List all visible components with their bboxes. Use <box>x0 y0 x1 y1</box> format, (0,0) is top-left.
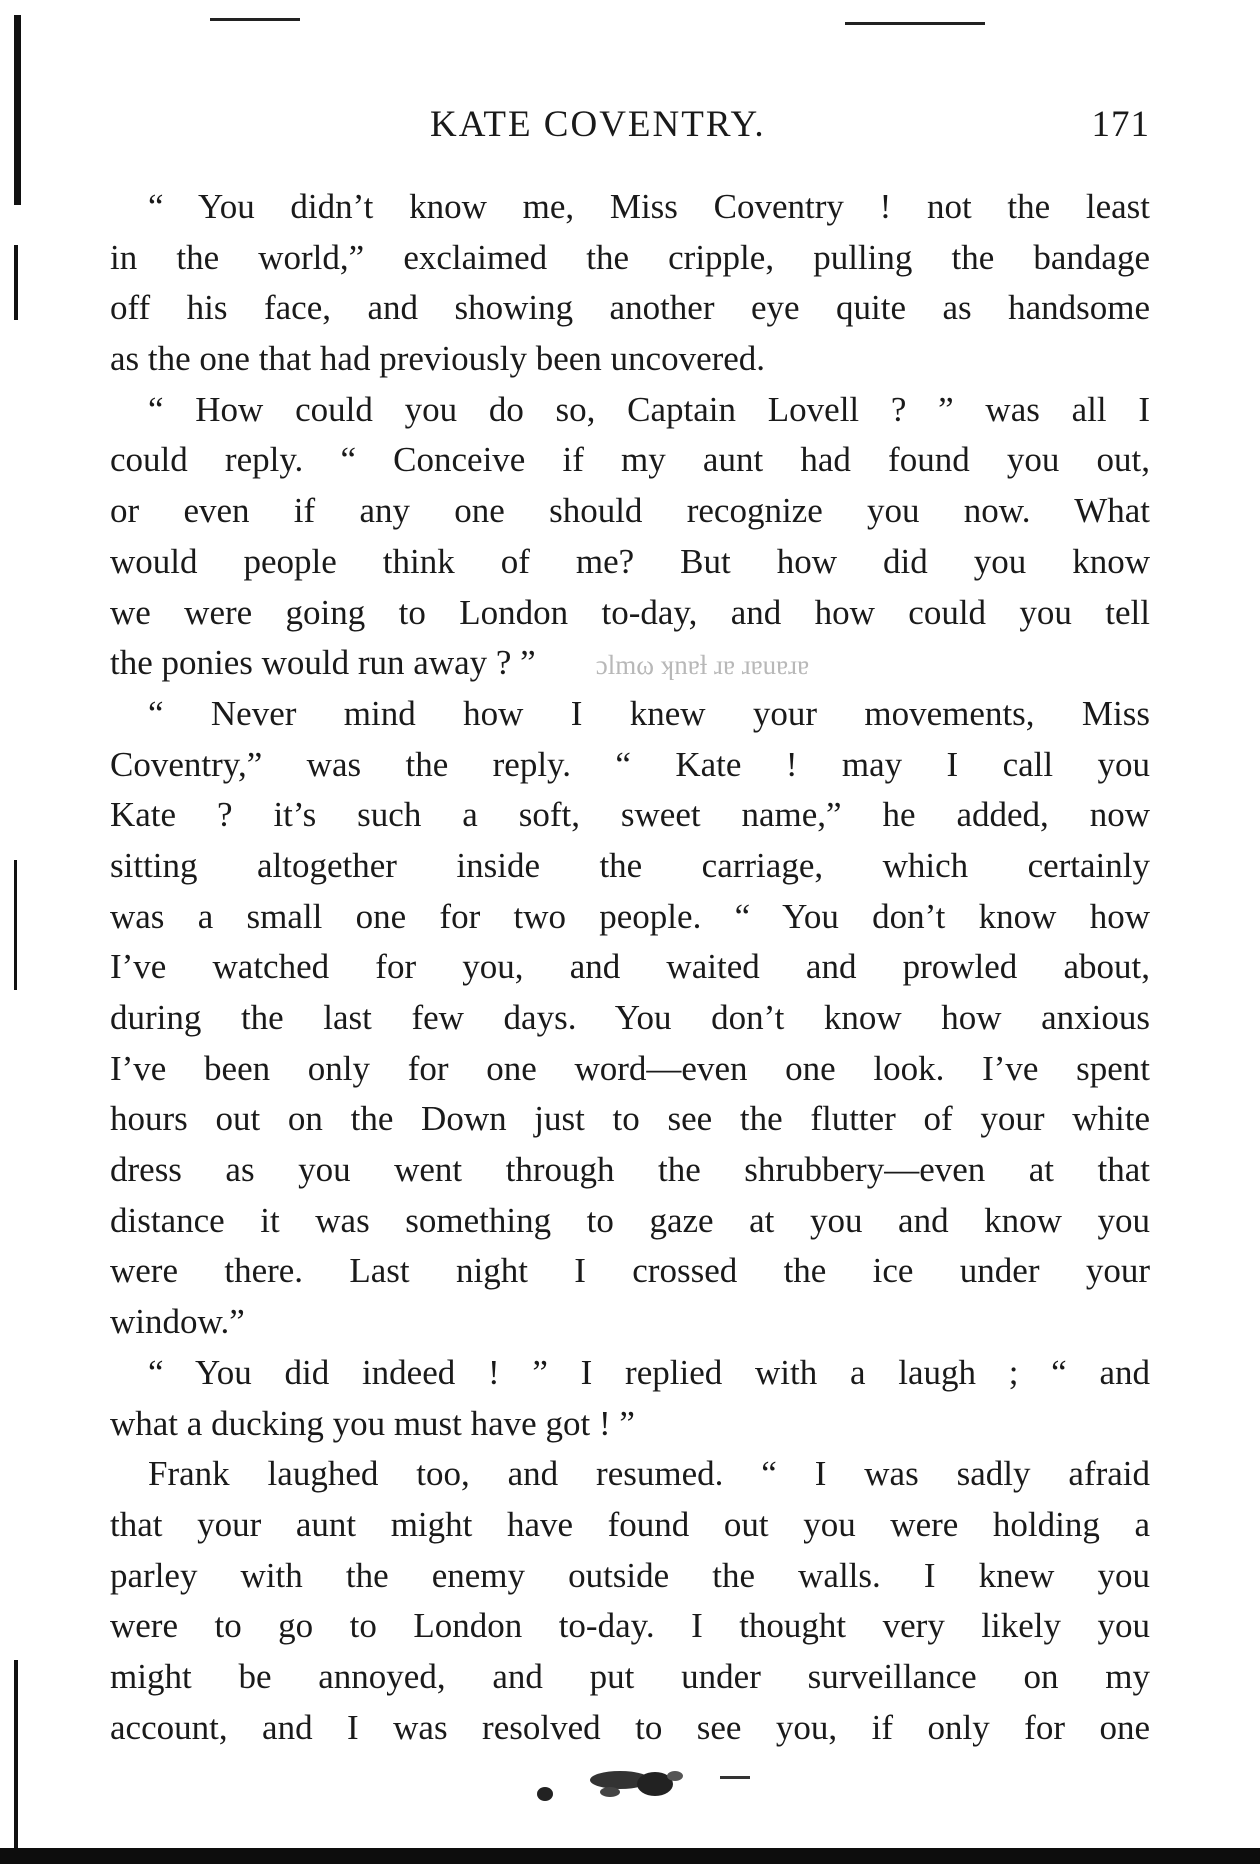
text-line: in the world,” exclaimed the cripple, pulling the bandage <box>110 237 1150 277</box>
text-line: dress as you went through the shrubbery—even at that <box>110 1150 1150 1190</box>
ink-blot-ornament-icon <box>515 1762 815 1812</box>
text-line: or even if any one should recognize you now. What <box>110 491 1150 531</box>
text-line: were there. Last night I crossed the ice under your <box>110 1251 1150 1291</box>
scan-edge-mark <box>14 245 18 320</box>
text-line: “ You didn’t know me, Miss Coventry ! not the least <box>148 187 1150 226</box>
text-line: what a ducking you must have got ! ” <box>110 1403 635 1443</box>
text-line: that your aunt might have found out you were holding a <box>110 1504 1150 1544</box>
text-line: Frank laughed too, and resumed. “ I was sadly afraid <box>148 1454 1150 1494</box>
scan-top-mark <box>210 18 300 21</box>
scan-edge-mark <box>14 15 21 205</box>
text-line <box>110 638 1150 689</box>
text-line: I’ve been only for one word—even one look. I’ve spent <box>110 1048 1150 1088</box>
text-line: were to go to London to-day. I thought very likely you <box>110 1606 1150 1646</box>
text-line: “ You did indeed ! ” I replied with a laugh ; “ and <box>148 1352 1150 1392</box>
scan-top-mark <box>845 22 985 25</box>
body-text <box>110 182 1150 1753</box>
running-title: KATE COVENTRY. <box>430 104 766 145</box>
page-bottom-rule <box>0 1848 1260 1864</box>
text-line: hours out on the Down just to see the flutter of your white <box>110 1099 1150 1139</box>
text-line: would people think of me? But how did you know <box>110 541 1150 581</box>
bleed-through-text: ɔlmω ʞnɐƚ ɹɐ ɹɐuɐɹɐ <box>595 650 810 681</box>
running-header <box>110 103 1150 153</box>
text-line: could reply. “ Conceive if my aunt had found you out, <box>110 440 1150 480</box>
text-line: sitting altogether inside the carriage, which certainly <box>110 845 1150 885</box>
page-number: 171 <box>1091 104 1150 145</box>
text-line: distance it was something to gaze at you and know you <box>110 1200 1150 1240</box>
text-line: during the last few days. You don’t know how anxious <box>110 998 1150 1037</box>
text-line: off his face, and showing another eye quite as handsome <box>110 288 1150 328</box>
text-line: account, and I was resolved to see you, if only for one <box>110 1707 1150 1747</box>
text-line: “ Never mind how I knew your movements, Miss <box>148 693 1150 733</box>
scan-edge-mark <box>14 1660 18 1850</box>
text-line: as the one that had previously been uncovered. <box>110 339 766 379</box>
text-line: we were going to London to-day, and how could you tell <box>110 592 1150 632</box>
scan-edge-mark <box>14 860 17 990</box>
text-line: parley with the enemy outside the walls. I knew you <box>110 1555 1150 1595</box>
text-line: Kate ? it’s such a soft, sweet name,” he added, now <box>110 795 1150 835</box>
text-line: was a small one for two people. “ You don’t know how <box>110 896 1150 936</box>
text-line-content: the ponies would run away ? ” <box>110 643 536 683</box>
text-line: I’ve watched for you, and waited and prowled about, <box>110 947 1150 987</box>
text-line: Coventry,” was the reply. “ Kate ! may I call you <box>110 744 1150 784</box>
text-line: window.” <box>110 1302 245 1342</box>
text-line: “ How could you do so, Captain Lovell ? ” was all I <box>148 389 1150 429</box>
text-line: might be annoyed, and put under surveillance on my <box>110 1656 1150 1696</box>
